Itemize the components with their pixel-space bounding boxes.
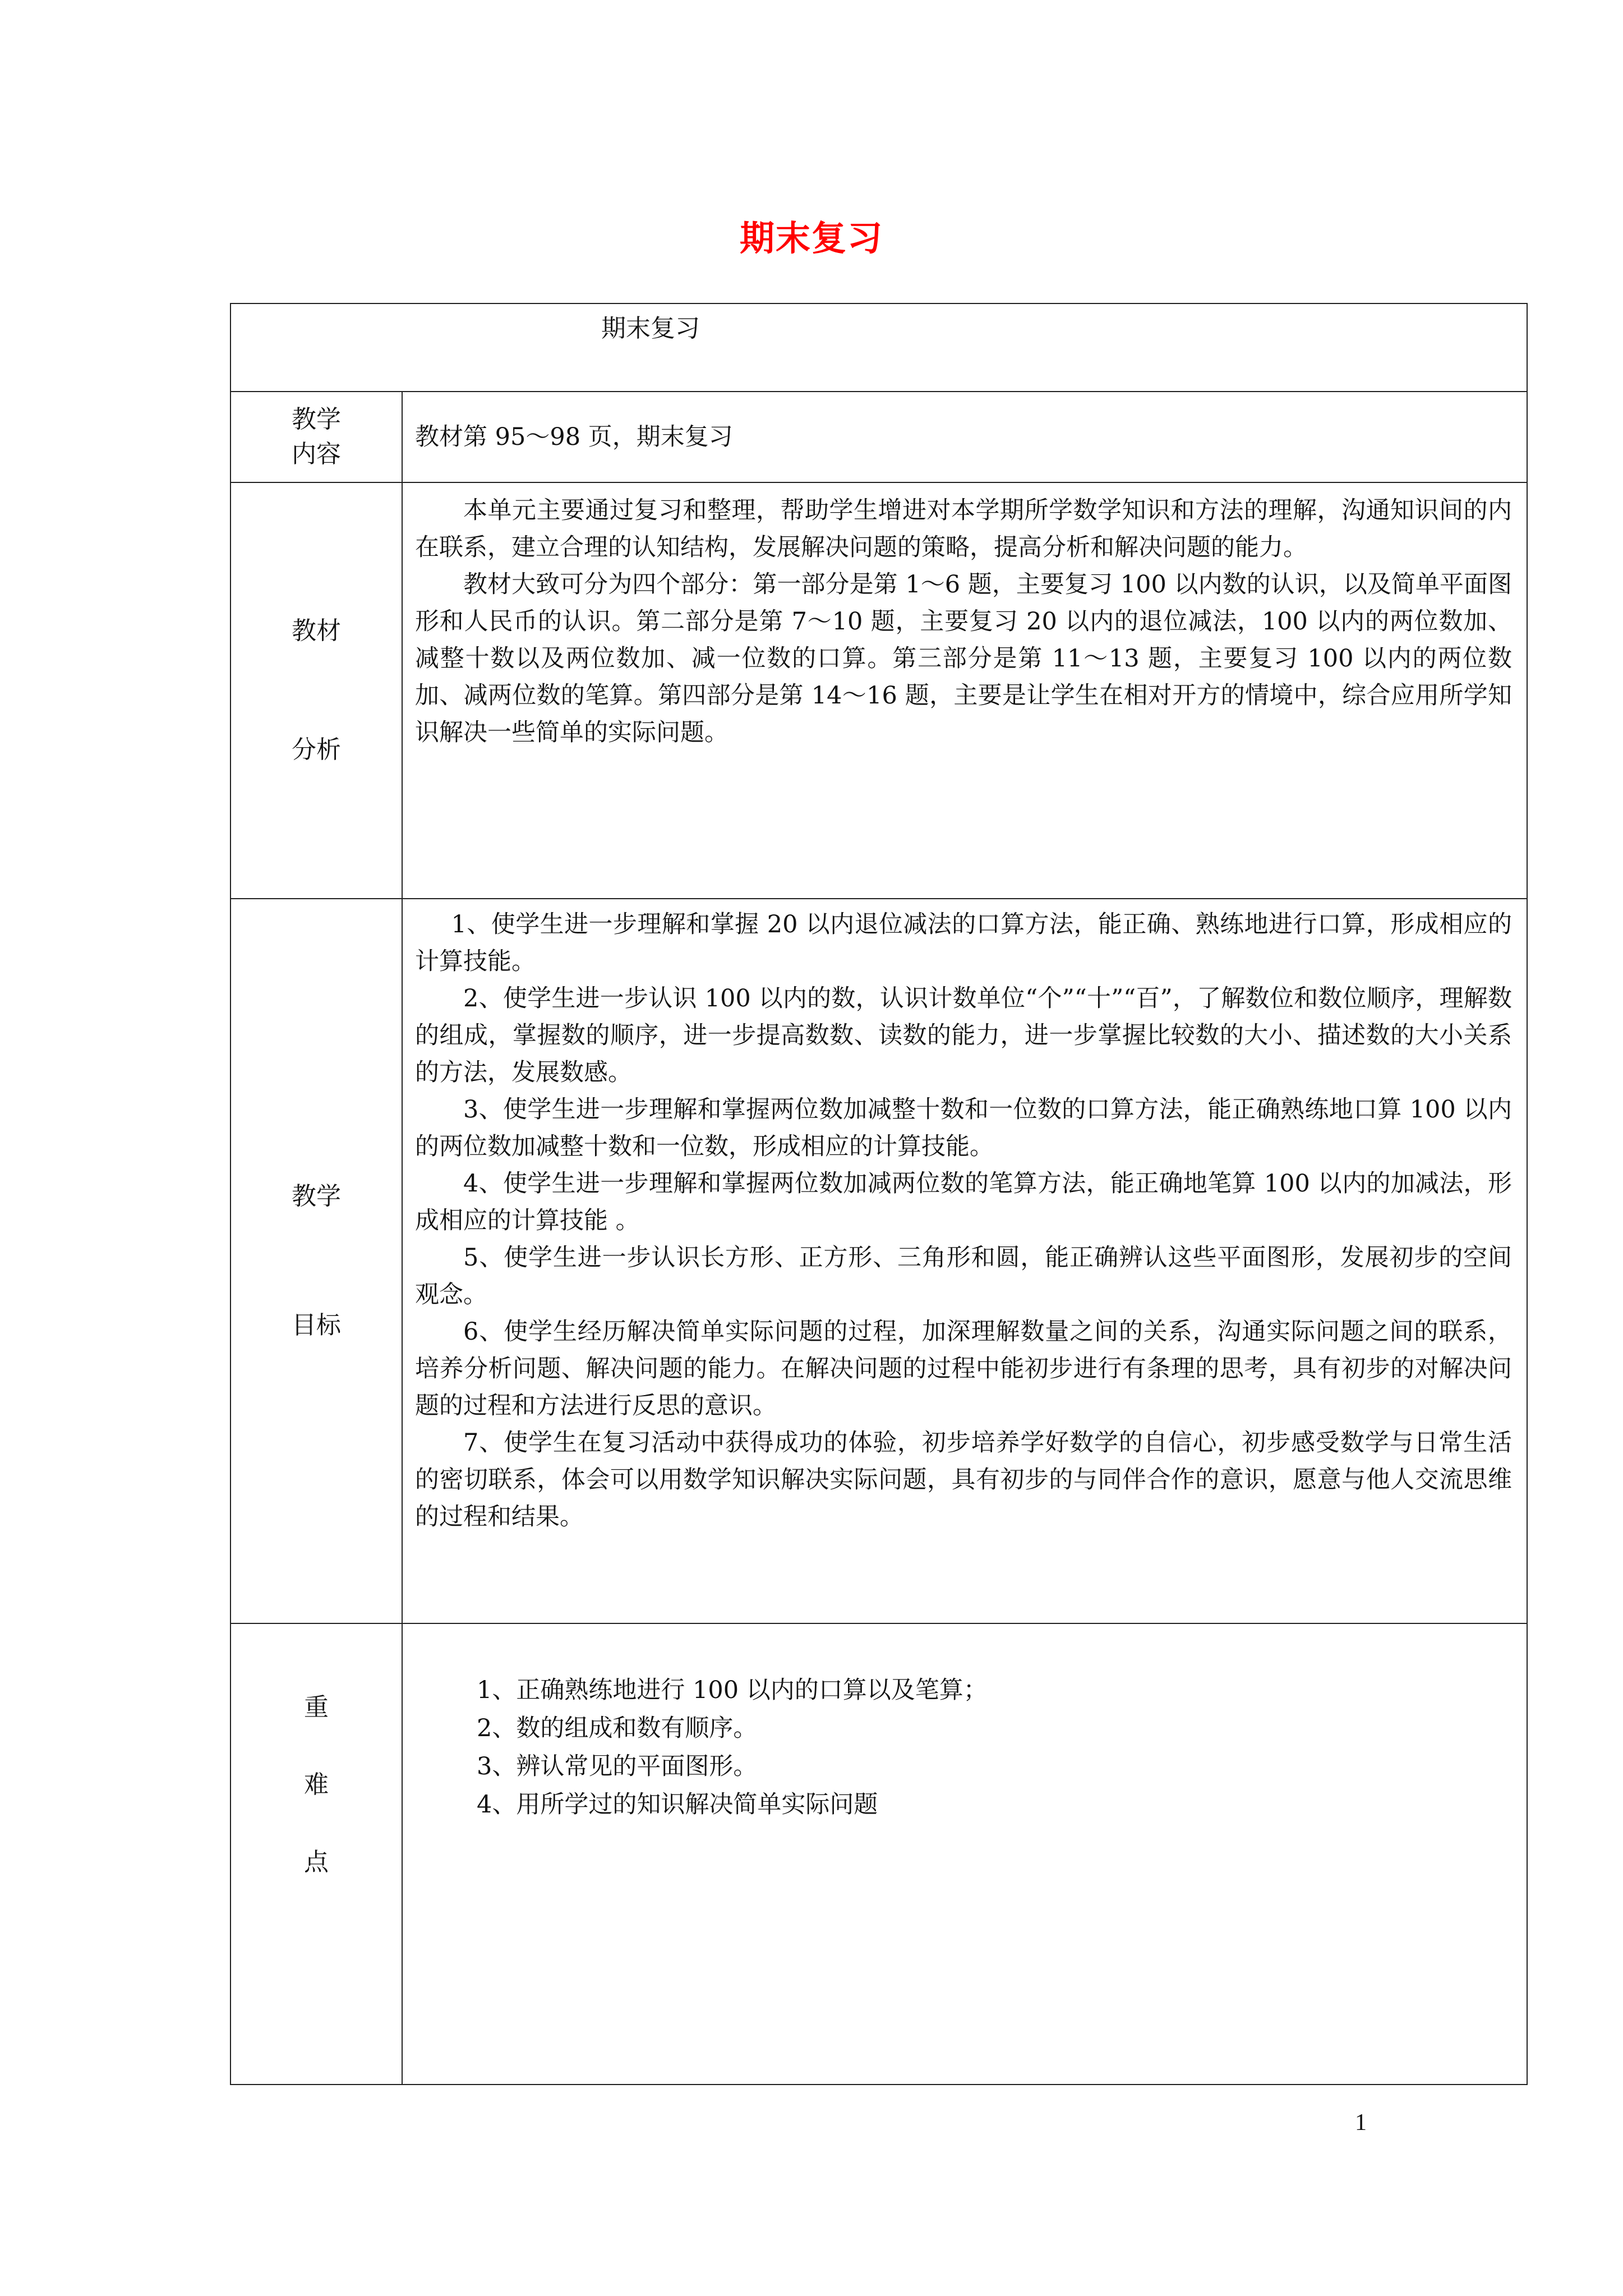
goal-item: 7、使学生在复习活动中获得成功的体验，初步培养学好数学的自信心，初步感受数学与日常生活的密切联系，体会可以用数学知识解决实际问题，具有初步的与同伴合作的意识，愿意与他人交流思维的过程和结果。 xyxy=(415,1429,1512,1531)
table-header-cell xyxy=(230,303,1527,392)
goal-item: 2、使学生进一步认识 100 以内的数，认识计数单位“个”“十”“百”，了解数位和数位顺序，理解数的组成，掌握数的顺序，进一步提高数数、读数的能力，进一步掌握比较数的大小、描述数的大小关系的方法，发展数感。 xyxy=(415,984,1512,1087)
lesson-plan-table xyxy=(230,303,1528,2085)
teaching-goals-label-line1: 教学 xyxy=(292,1182,341,1211)
teaching-goals-label xyxy=(230,899,402,1623)
key-points-label-line3: 点 xyxy=(304,1848,329,1876)
analysis-paragraph: 本单元主要通过复习和整理，帮助学生增进对本学期所学数学知识和方法的理解，沟通知识间的内在联系，建立合理的认知结构，发展解决问题的策略，提高分析和解决问题的能力。 xyxy=(415,496,1512,562)
key-point-item: 2、数的组成和数有顺序。 xyxy=(477,1714,758,1742)
material-analysis-label xyxy=(230,482,402,899)
teaching-content-row xyxy=(230,392,1527,482)
teaching-goals-cell xyxy=(402,899,1527,1623)
goal-item: 6、使学生经历解决简单实际问题的过程，加深理解数量之间的关系，沟通实际问题之间的联系，培养分析问题、解决问题的能力。在解决问题的过程中能初步进行有条理的思考，具有初步的对解决问题的过程和方法进行反思的意识。 xyxy=(415,1318,1512,1420)
goal-item: 5、使学生进一步认识长方形、正方形、三角形和圆，能正确辨认这些平面图形，发展初步的空间观念。 xyxy=(415,1244,1512,1309)
key-point-item: 3、辨认常见的平面图形。 xyxy=(477,1752,758,1780)
key-difficult-points-label xyxy=(230,1623,402,2085)
key-points-label-line1: 重 xyxy=(304,1693,329,1722)
teaching-content-cell xyxy=(402,392,1527,482)
material-analysis-cell xyxy=(402,482,1527,899)
teaching-goals-row xyxy=(230,899,1527,1623)
teaching-content-text: 教材第 95～98 页，期末复习 xyxy=(415,423,733,451)
teaching-content-label-line2: 内容 xyxy=(292,440,341,468)
teaching-goals-label-line2: 目标 xyxy=(292,1311,341,1340)
teaching-content-label-line1: 教学 xyxy=(292,405,341,434)
key-difficult-points-cell xyxy=(402,1623,1527,2085)
goal-item: 4、使学生进一步理解和掌握两位数加减两位数的笔算方法，能正确地笔算 100 以内的加减法，形成相应的计算技能 。 xyxy=(415,1170,1512,1235)
material-analysis-label-line1: 教材 xyxy=(292,616,341,645)
page-number: 1 xyxy=(1355,2110,1367,2136)
document-title: 期末复习 xyxy=(739,218,883,259)
analysis-paragraph: 教材大致可分为四个部分：第一部分是第 1～6 题，主要复习 100 以内数的认识，以及简单平面图形和人民币的认识。第二部分是第 7～10 题，主要复习 20 以内的退位减法，100 以内的两位数加、减整十数以及两位数加、减一位数的口算。第三部分是第 11～13 题，主要复习 100 以内的两位数加、减两位数的笔算。第四部分是第 14～16 题，主要是让学生在相对开方的情境中，综合应用所学知识解决一些简单的实际问题。 xyxy=(415,570,1512,747)
material-analysis-label-line2: 分析 xyxy=(292,735,341,764)
key-difficult-points-row xyxy=(230,1623,1527,2085)
key-point-item: 1、正确熟练地进行 100 以内的口算以及笔算； xyxy=(477,1676,988,1704)
material-analysis-row xyxy=(230,482,1527,899)
key-points-label-line2: 难 xyxy=(304,1770,329,1799)
goal-item: 1、使学生进一步理解和掌握 20 以内退位减法的口算方法，能正确、熟练地进行口算，形成相应的计算技能。 xyxy=(415,910,1512,976)
goal-item: 3、使学生进一步理解和掌握两位数加减整十数和一位数的口算方法，能正确熟练地口算 100 以内的两位数加减整十数和一位数，形成相应的计算技能。 xyxy=(415,1096,1512,1161)
key-point-item: 4、用所学过的知识解决简单实际问题 xyxy=(477,1791,878,1819)
table-header-row xyxy=(230,303,1527,392)
table-header-text: 期末复习 xyxy=(601,314,700,343)
teaching-content-label xyxy=(230,392,402,482)
